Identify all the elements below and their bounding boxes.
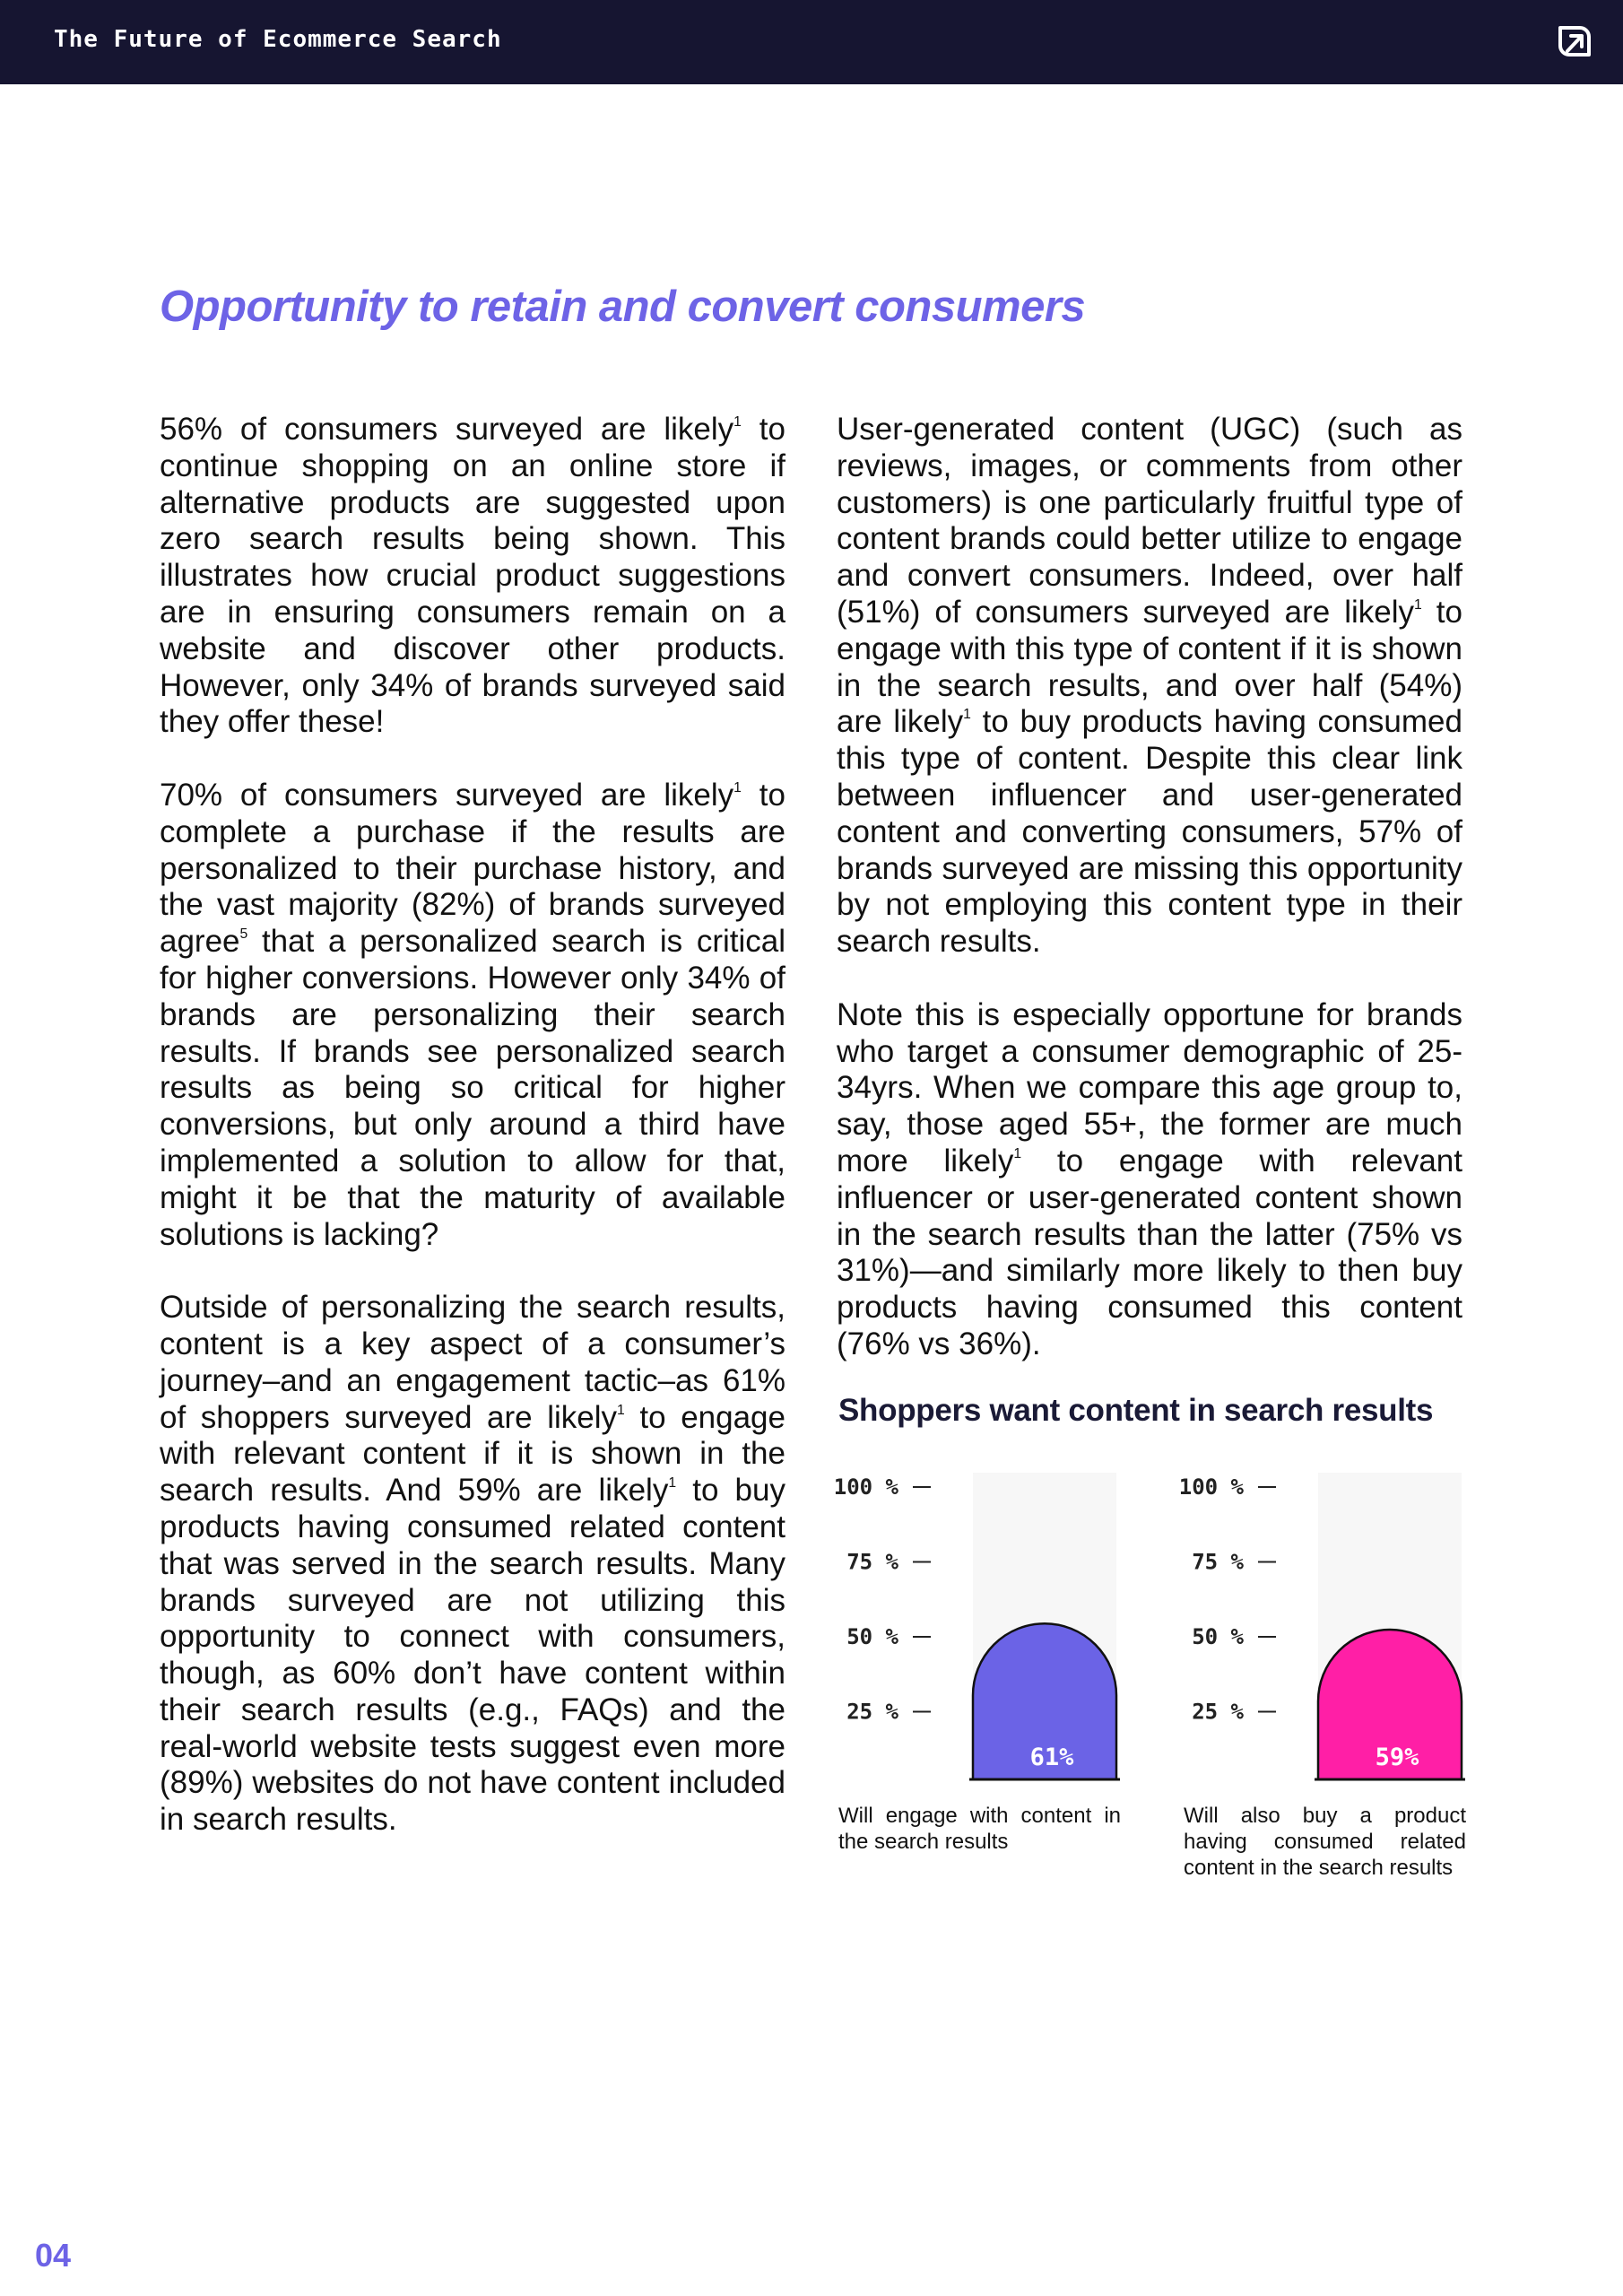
y-tick-label: 75 %	[1192, 1549, 1244, 1575]
bar-value-label: 59%	[1375, 1744, 1419, 1771]
arrow-logo-icon	[1557, 24, 1593, 60]
y-tick-label: 75 %	[846, 1549, 898, 1575]
chart-title: Shoppers want content in search results	[838, 1393, 1434, 1428]
paragraph: User-generated content (UGC) (such as reviews, images, or comments from other customers) is one particularly fruitful type of content brands could better utilize to engage and convert consumers. Indeed, over half (51%) of consumers surveyed are likely$^1$ to engage with this type of content if it is shown in the search results, and over half (54%) are likely$^1$ to buy products having consumed this type of content. Despite this clear link between influencer and user-generated content and converting consumers, 57% of brands surveyed are missing this opportunity by not employing this content type in their search results.	[837, 412, 1462, 960]
right-column	[837, 412, 1462, 1400]
chart-caption: Will engage with content in the search results	[838, 1804, 1121, 1854]
section-heading: Opportunity to retain and convert consumers	[160, 283, 1086, 331]
header-bar	[0, 0, 1623, 84]
bar-value-label: 61%	[1029, 1744, 1074, 1771]
paragraph: 70% of consumers surveyed are likely$^1$ to complete a purchase if the results are personalized to their purchase history, and the vast majority (82%) of brands surveyed agree$^5$ that a personalized search is critical for higher conversions. However only 34% of brands are personalizing their search results. If brands see personalized search results as being so critical for higher conversions, but only around a third have implemented a solution to allow for that, might it be that the maturity of available solutions is lacking?	[160, 777, 785, 1252]
engage-chart-svg	[825, 1464, 1148, 1796]
buy-chart	[1170, 1464, 1493, 1880]
y-tick-label: 50 %	[846, 1624, 898, 1649]
paragraph: 56% of consumers surveyed are likely$^1$ to continue shopping on an online store if alternative products are suggested upon zero search results being shown. This illustrates how crucial product suggestions are in ensuring consumers remain on a website and discover other products. However, only 34% of brands surveyed said they offer these!	[160, 412, 785, 740]
paragraph: Outside of personalizing the search results, content is a key aspect of a consumer’s journey–and an engagement tactic–as 61% of shoppers surveyed are likely$^1$ to engage with relevant content if it is shown in the search results. And 59% are likely$^1$ to buy products having consumed related content that was served in the search results. Many brands surveyed are not utilizing this opportunity to connect with consumers, though, as 60% don’t have content within their search results (e.g., FAQs) and the real-world website tests suggest even more (89%) websites do not have content included in search results.	[160, 1290, 785, 1838]
left-column	[160, 412, 785, 1875]
buy-chart-svg	[1170, 1464, 1493, 1796]
y-tick-label: 100 %	[1178, 1474, 1244, 1500]
y-tick-label: 25 %	[846, 1699, 898, 1725]
engage-chart	[825, 1464, 1148, 1876]
paragraph: Note this is especially opportune for brands who target a consumer demographic of 25-34yrs. When we compare this age group to, say, those aged 55+, the former are much more likely$^1$ to engage with relevant influencer or user-generated content shown in the search results than the latter (75% vs 31%)—and similarly more likely to then buy products having consumed this content (76% vs 36%).	[837, 996, 1462, 1361]
page-number: 04	[35, 2237, 72, 2274]
document-title: The Future of Ecommerce Search	[54, 26, 502, 53]
y-tick-label: 100 %	[833, 1474, 898, 1500]
y-tick-label: 50 %	[1192, 1624, 1244, 1649]
chart-caption: Will also buy a product having consumed related content in the search results	[1184, 1804, 1466, 1880]
y-tick-label: 25 %	[1192, 1699, 1244, 1725]
